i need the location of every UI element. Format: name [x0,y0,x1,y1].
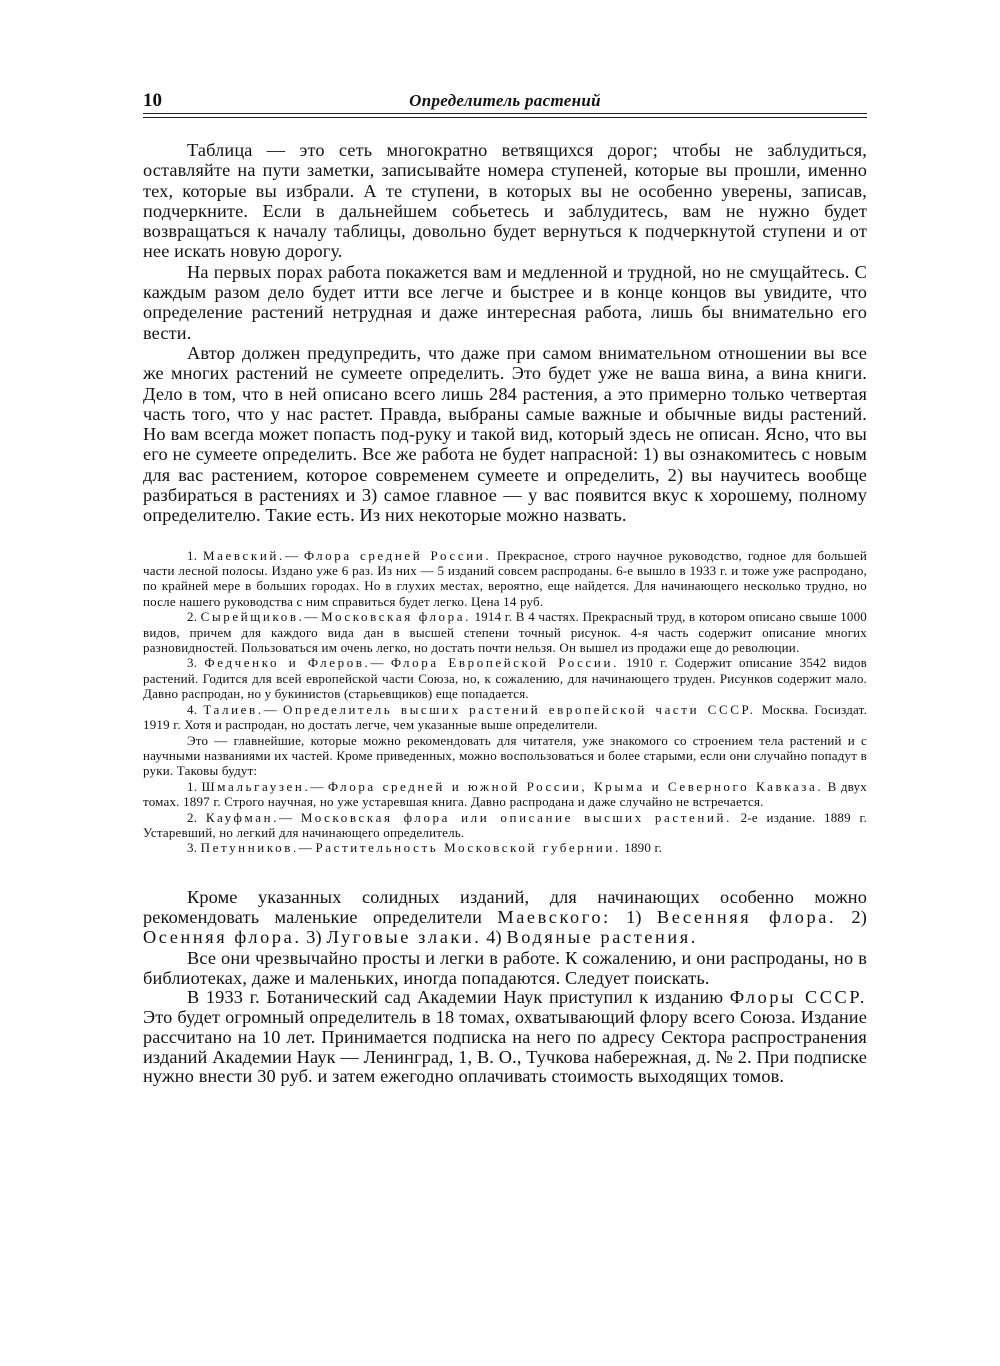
intro-section [143,140,867,526]
header-rule-double [143,117,867,118]
paragraph-1933: В 1933 г. Ботанический сад Академии Наук приступил к изданию Флоры СССР. Это будет огромный определитель в 18 томах, охватывающий флору всего Союза. Издание рассчитано на 10 лет. Принимается подписка на него по адресу Сектора распространения изданий Академии Наук — Ленинград, 1, В. О., Тучкова набережная, д. № 2. При подписке нужно внести 30 руб. и затем ежегодно оплачивать стоимость выходящих томов. [143,987,867,1087]
paragraph-first-steps: На первых порах работа покажется вам и медленной и трудной, но не смущайтесь. С каждым разом дело будет итти все легче и быстрее и в конце концов вы увидите, что определение растений нетрудная и даже интересная работа, лишь бы внимательно его вести. [143,261,867,343]
header-rule [143,113,867,114]
bib-entry: 1. Маевский.— Флора средней России. Прекрасное, строго научное руководство, годное для большей части лесной полосы. Издано уже 6 раз. Из них — 5 изданий совсем распроданы. 6-е вышло в 1933 г. и тоже уже распродано, по крайней мере в больших городах. Но в глухих местах, вероятно, еще найдется. Для начинающего несколько трудно, но после нашего руководства с ним справиться будет легко. Цена 14 руб. [143,547,868,609]
running-title: Определитель растений [409,91,601,110]
page-number: 10 [143,90,162,111]
paragraph-simple: Все они чрезвычайно просты и легки в работе. К сожалению, и они распроданы, но в библиотеках, даже и маленьких, иногда попадаются. Следует поискать. [143,947,867,988]
bib-entry: 3. Петунников.— Растительность Московской губернии. 1890 г. [187,840,663,856]
bib-entry: 1. Шмальгаузен.— Флора средней и южной России, Крыма и Северного Кавказа. В двух томах. 1897 г. Строго научная, но уже устаревшая книга. Давно распродана и даже случайно не встречается. [143,778,867,810]
page-header [143,90,867,114]
bibliography [143,548,867,856]
page-body [143,140,867,1087]
bib-entry: 2. Сырейщиков.— Московская флора. 1914 г. В 4 частях. Прекрасный труд, в котором описано свыше 1000 видов, причем для каждого вида дан в высшей степени точный рисунок. 4-я часть содержит описание многих разновидностей. Пользоваться им очень легко, но достать почти нельзя. Он вышел из продажи еще до революции. [143,609,867,656]
bib-intro: Это — главнейшие, которые можно рекомендовать для читателя, уже знакомого со строением тела растений и с научными названиями их частей. Кроме приведенных, можно воспользоваться и более старыми, если они случайно попадут в руки. Таковы будут: [143,732,867,779]
bib-entry: 2. Кауфман.— Московская флора или описание высших растений. 2-е издание. 1889 г. Устаревший, но легкий для начинающего определитель. [143,809,868,840]
closing-section [143,887,867,1087]
paragraph-mayevsky: Кроме указанных солидных изданий, для начинающих особенно можно рекомендовать маленькие определители Маевского: 1) Весенняя флора. 2) Осенняя флора. 3) Луговые злаки. 4) Водяные растения. [143,886,867,948]
paragraph-author-warning: Автор должен предупредить, что даже при самом внимательном отношении вы все же многих растений не сумеете определить. Это будет уже не ваша вина, а вина книги. Дело в том, что в ней описано всего лишь 284 растения, а это примерно только четвертая часть того, что у нас растет. Правда, выбраны самые важные и обычные виды растений. Но вам всегда может попасть под-руку и такой вид, который здесь не описан. Ясно, что вы его не сумеете определить. Все же работа не будет напрасной: 1) вы ознакомитесь с новым для вас растением, которое современем сумеете и определить, 2) вы научитесь вообще разбираться в растениях и 3) самое главное — у вас появится вкус к хорошему, полному определителю. Такие есть. Из них некоторые можно назвать. [143,342,867,526]
bib-entry: 4. Талиев.— Определитель высших растений европейской части СССР. Москва. Госиздат. 1919 г. Хотя и распродан, но достать легче, чем указанные выше определители. [143,701,868,733]
paragraph-table: Таблица — это сеть многократно ветвящихся дорог; чтобы не заблудиться, оставляйте на пути заметки, записывайте номера ступеней, которые вы прошли, именно тех, которые вы избрали. А те ступени, в которых вы не особенно уверены, записав, подчеркните. Если в дальнейшем собьетесь и заблудитесь, вам не нужно будет возвращаться к началу таблицы, довольно будет вернуться к подчеркнутой ступени и от нее искать новую дорогу. [143,140,867,262]
bib-entry: 3. Федченко и Флеров.— Флора Европейской России. 1910 г. Содержит описание 3542 видов растений. Годится для всей европейской части Союза, но, к сожалению, для начинающего труден. Рисунков содержит мало. Давно распродан, но у букинистов (старьевщиков) еще попадается. [143,655,868,702]
